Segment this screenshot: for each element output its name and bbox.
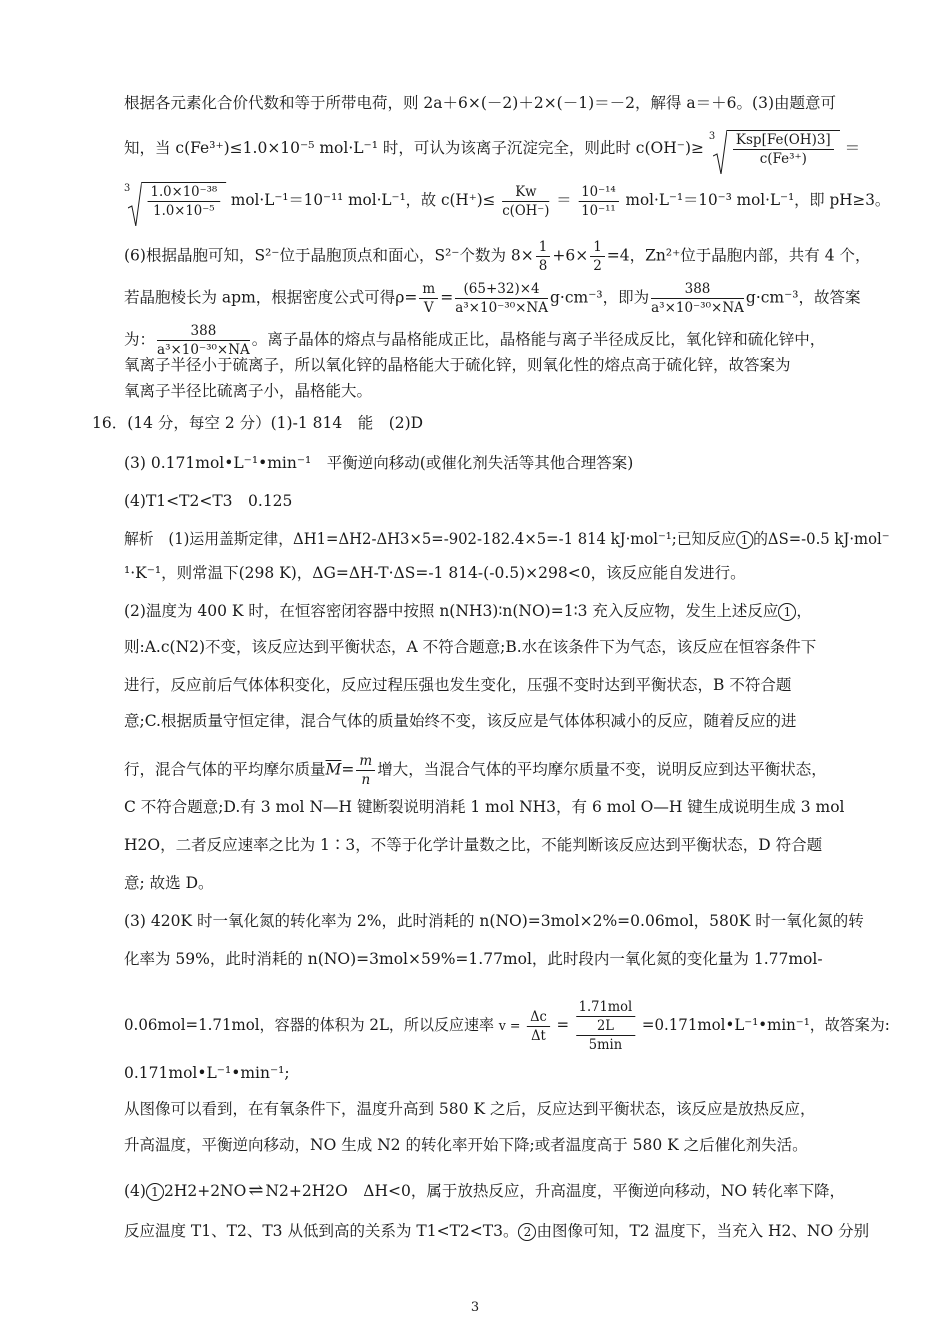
fraction-denominator: a³×10⁻³⁰×NA	[651, 300, 744, 316]
fraction	[578, 183, 618, 220]
fraction-numerator: 1.0×10⁻³⁸	[148, 183, 221, 202]
fraction	[527, 1008, 550, 1045]
text-segment: 解析 (1)运用盖斯定律，ΔH1=ΔH2-ΔH3×5=-902-182.4×5=-1 814 kJ·mol⁻¹;已知反应	[124, 530, 736, 548]
fraction-numerator: 1	[536, 238, 551, 257]
text-segment: =	[341, 760, 355, 779]
text-line	[124, 238, 871, 275]
text-segment: ＝	[556, 191, 572, 209]
fraction-numerator: Kw	[502, 183, 549, 202]
text-line: (3) 420K 时一氧化氮的转化率为 2%，此时消耗的 n(NO)=3mol×2%=0.06mol，580K 时一氧化氮的转	[124, 912, 864, 930]
fraction-denominator: c(Fe³⁺)	[759, 151, 807, 167]
fraction-numerator: Δc	[527, 1008, 550, 1027]
text-line: 氧离子半径比硫离子小，晶格能大。	[124, 382, 373, 400]
text-line	[124, 752, 827, 789]
text-segment: mol·L⁻¹＝10⁻³ mol·L⁻¹，即 pH≥3。	[625, 191, 891, 209]
equilibrium-arrow-icon: ⇌	[248, 1180, 264, 1201]
text-segment: 。离子晶体的熔点与晶格能成正比，晶格能与离子半径成反比，氧化锌和硫化锌中，	[251, 330, 826, 349]
text-segment: mol·L⁻¹＝10⁻¹¹ mol·L⁻¹，故 c(H⁺)≤	[230, 191, 496, 209]
text-segment: =	[556, 1016, 570, 1034]
circled-number: 2	[518, 1223, 536, 1241]
page-number: 3	[470, 1300, 480, 1315]
text-segment: =0.171mol•L⁻¹•min⁻¹，故答案为:	[641, 1016, 890, 1034]
fraction-denominator: a³×10⁻³⁰×NA	[157, 342, 250, 358]
cube-root: 3 $\frac{\text{1.0×10⁻³⁸}}{\text{1.0×10⁻⁵}}$	[124, 182, 226, 220]
text-line	[124, 130, 860, 168]
text-segment: 0.06mol=1.71mol，容器的体积为 2L，所以反应速率	[124, 1016, 495, 1034]
molar-mass-symbol: $\overline{M}$	[325, 760, 342, 779]
text-segment: 若晶胞棱长为 apm，根据密度公式可得ρ=	[124, 288, 418, 307]
fraction-numerator: 10⁻¹⁴	[578, 183, 618, 202]
text-line: 意;C.根据质量守恒定律，混合气体的质量始终不变，该反应是气体体积减小的反应，随着反应的进	[124, 712, 797, 730]
text-line: 从图像可以看到，在有氧条件下，温度升高到 580 K 之后，反应达到平衡状态，该反应是放热反应，	[124, 1100, 816, 1118]
text-line: (4)T1<T2<T3 0.125	[124, 492, 293, 510]
text-line: (3) 0.171mol•L⁻¹•min⁻¹ 平衡逆向移动(或催化剂失活等其他合理答案)	[124, 454, 634, 472]
fraction-denominator: 5min	[588, 1037, 623, 1053]
fraction	[590, 238, 605, 275]
fraction-numerator: 1.71mol	[576, 998, 635, 1017]
text-segment: N2+2H2O ΔH<0，属于放热反应，升高温度，平衡逆向移动，NO 转化率下降，	[265, 1182, 846, 1200]
fraction-numerator: m	[356, 752, 375, 771]
text-segment: ＝	[844, 139, 861, 157]
text-segment: =	[440, 288, 454, 307]
text-segment: (6)根据晶胞可知，S²⁻位于晶胞顶点和面心，S²⁻个数为 8×	[124, 246, 534, 265]
fraction-denominator: c(OH⁻)	[502, 202, 550, 219]
question-16-heading: 16．(14 分，每空 2 分）(1)-1 814 能 (2)D	[92, 414, 424, 432]
text-segment: g·cm⁻³，故答案	[745, 288, 861, 307]
text-segment: 知，当 c(Fe³⁺)≤1.0×10⁻⁵ mol·L⁻¹ 时，可认为该离子沉淀完全，则此时 c(OH⁻)≥	[124, 139, 704, 157]
text-segment: 行，混合气体的平均摩尔质量	[124, 760, 326, 779]
text-line	[124, 1180, 845, 1202]
text-segment: g·cm⁻³，即为	[549, 288, 650, 307]
text-segment: +6×	[552, 246, 589, 265]
text-line	[124, 280, 861, 317]
text-segment: ，	[796, 602, 812, 620]
fraction-denominator: V	[423, 300, 434, 316]
radical-sign-icon	[128, 182, 142, 226]
text-line: 进行，反应前后气体体积变化，反应过程压强也发生变化，压强不变时达到平衡状态，B 不符合题	[124, 676, 792, 694]
text-line: ¹·K⁻¹，则常温下(298 K)，ΔG=ΔH-T·ΔS=-1 814-(-0.5)×298<0，该反应能自发进行。	[124, 564, 746, 582]
text-line	[124, 528, 890, 550]
fraction-numerator: 1	[590, 238, 605, 257]
cube-root: 3 $\frac{\text{Ksp[Fe(OH)3]}}{\text{c(Fe³⁺)}}$	[709, 130, 840, 168]
text-line: 根据各元素化合价代数和等于所带电荷，则 2a＋6×(－2)＋2×(－1)＝－2，解得 a＝＋6。(3)由题意可	[124, 94, 836, 112]
fraction	[455, 280, 548, 317]
fraction-denominator: Δt	[531, 1027, 546, 1044]
text-segment: v =	[498, 1019, 521, 1034]
fraction-denominator: 8	[538, 258, 548, 274]
fraction	[356, 752, 375, 789]
text-line	[124, 998, 890, 1054]
fraction-numerator: m	[419, 280, 438, 299]
compound-fraction	[576, 998, 635, 1054]
text-line	[124, 182, 890, 220]
text-segment: 2H2+2NO	[163, 1182, 247, 1200]
text-segment: 由图像可知，T2 温度下，当充入 H2、NO 分别	[536, 1222, 870, 1240]
text-segment: 为：	[124, 330, 156, 349]
fraction-numerator: 388	[157, 322, 250, 341]
fraction-denominator: 1.0×10⁻⁵	[153, 203, 215, 219]
text-line: 则:A.c(N2)不变，该反应达到平衡状态，A 不符合题意;B.水在该条件下为气态，该反应在恒容条件下	[124, 638, 817, 656]
fraction	[502, 183, 549, 220]
fraction-denominator: 2	[593, 258, 602, 274]
text-segment: 反应温度 T1、T2、T3 从低到高的关系为 T1<T2<T3。	[124, 1222, 519, 1240]
text-segment: (4)	[124, 1182, 146, 1200]
radical-sign-icon	[713, 130, 727, 174]
fraction-middle: 2L	[576, 1017, 635, 1036]
circled-number: 1	[736, 531, 753, 549]
text-segment: 增大，当混合气体的平均摩尔质量不变，说明反应到达平衡状态，	[377, 760, 827, 779]
text-line: 化率为 59%，此时消耗的 n(NO)=3mol×59%=1.77mol，此时段内一氧化氮的变化量为 1.77mol-	[124, 950, 823, 968]
text-line: 氧离子半径小于硫离子，所以氧化锌的晶格能大于硫化锌，则氧化性的熔点高于硫化锌，故答案为	[124, 356, 791, 374]
text-segment: (2)温度为 400 K 时，在恒容密闭容器中按照 n(NH3)∶n(NO)=1∶3 充入反应物，发生上述反应	[124, 602, 779, 620]
text-line: 0.171mol•L⁻¹•min⁻¹;	[124, 1064, 290, 1082]
fraction-numerator: (65+32)×4	[455, 280, 548, 299]
text-line	[124, 600, 812, 622]
text-line: H2O，二者反应速率之比为 1∶3，不等于化学计量数之比，不能判断该反应达到平衡状态，D 符合题	[124, 836, 823, 854]
circled-number: 1	[778, 603, 796, 621]
fraction-denominator: 10⁻¹¹	[581, 202, 616, 219]
fraction	[536, 238, 551, 275]
fraction-numerator: Ksp[Fe(OH)3]	[733, 131, 834, 150]
fraction	[651, 280, 744, 317]
fraction	[419, 280, 438, 317]
text-line: 升高温度，平衡逆向移动，NO 生成 N2 的转化率开始下降;或者温度高于 580 K 之后催化剂失活。	[124, 1136, 808, 1154]
fraction-denominator: a³×10⁻³⁰×NA	[455, 300, 548, 316]
circled-number: 1	[146, 1183, 164, 1201]
text-line: 意; 故选 D。	[124, 874, 214, 892]
text-line	[124, 1220, 869, 1242]
text-line: C 不符合题意;D.有 3 mol N—H 键断裂说明消耗 1 mol NH3，有 6 mol O—H 键生成说明生成 3 mol	[124, 798, 845, 816]
text-segment: 的ΔS=-0.5 kJ·mol⁻	[753, 530, 890, 548]
text-segment: =4，Zn²⁺位于晶胞内部，共有 4 个，	[606, 246, 871, 265]
fraction-numerator: 388	[651, 280, 744, 299]
fraction-denominator: n	[361, 772, 371, 788]
